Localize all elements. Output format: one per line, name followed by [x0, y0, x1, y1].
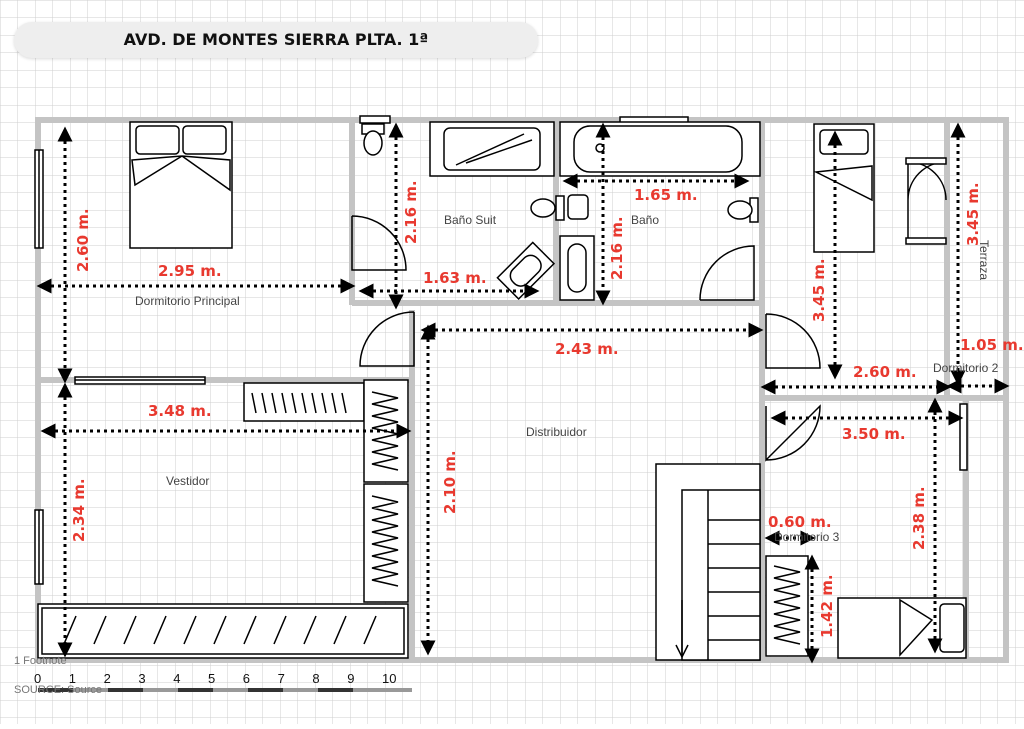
scale-tick-label: 4 — [173, 671, 181, 686]
page-title: AVD. DE MONTES SIERRA PLTA. 1ª — [123, 30, 429, 49]
room-label-dormitorio-2: Dormitorio 2 — [933, 361, 999, 375]
room-label-bano: Baño — [631, 213, 660, 227]
dimension-label: 3.45 m. — [810, 258, 828, 322]
scale-tick-label: 8 — [312, 671, 320, 686]
dimension-label: 1.42 m. — [818, 574, 836, 638]
dimension-label: 1.05 m. — [960, 336, 1024, 354]
dimension-label: 2.16 m. — [608, 216, 626, 280]
shower-tray — [430, 122, 554, 176]
dimension-label: 3.48 m. — [148, 402, 212, 420]
scale-tick-label: 9 — [347, 671, 355, 686]
dimension-label: 1.65 m. — [634, 186, 698, 204]
dimension-label: 2.60 m. — [74, 208, 92, 272]
dimension-label: 2.60 m. — [853, 363, 917, 381]
dimension-label: 2.38 m. — [910, 486, 928, 550]
dimension-label: 2.34 m. — [70, 478, 88, 542]
room-label-terraza: Terraza — [977, 240, 991, 281]
scale-tick-label: 3 — [138, 671, 146, 686]
dimension-label: 2.95 m. — [158, 262, 222, 280]
scale-tick-label: 6 — [242, 671, 251, 686]
footnote: 1 Footnote — [14, 655, 67, 667]
dimension-label: 1.63 m. — [423, 269, 487, 287]
single-bed-dormitorio-3 — [838, 598, 966, 658]
room-label-distribuidor: Distribuidor — [526, 425, 587, 439]
staircase — [656, 464, 760, 660]
dimension-label: 2.10 m. — [441, 450, 459, 514]
scale-tick-label: 1 — [68, 671, 77, 686]
dimension-label: 3.50 m. — [842, 425, 906, 443]
scale-tick-label: 7 — [277, 671, 285, 686]
room-label-vestidor: Vestidor — [166, 474, 210, 488]
room-label-dormitorio-3: Dormitorio 3 — [774, 530, 840, 544]
dimension-label: 3.45 m. — [964, 182, 982, 246]
dimension-label: 0.60 m. — [768, 513, 832, 531]
bathtub — [560, 122, 760, 176]
room-label-bano-suit: Baño Suit — [444, 213, 497, 227]
title-banner — [14, 22, 538, 58]
dimension-label: 2.16 m. — [402, 180, 420, 244]
dimension-label: 2.43 m. — [555, 340, 619, 358]
room-label-dormitorio-principal: Dormitorio Principal — [135, 294, 240, 308]
scale-tick-label: 10 — [382, 671, 397, 686]
source-note: SOURCE: Source — [14, 684, 103, 696]
single-bed-dormitorio-2 — [814, 124, 874, 252]
scale-tick-label: 2 — [103, 671, 111, 686]
scale-tick-label: 0 — [34, 671, 42, 686]
master-bed — [130, 122, 232, 248]
scale-tick-label: 5 — [208, 671, 216, 686]
